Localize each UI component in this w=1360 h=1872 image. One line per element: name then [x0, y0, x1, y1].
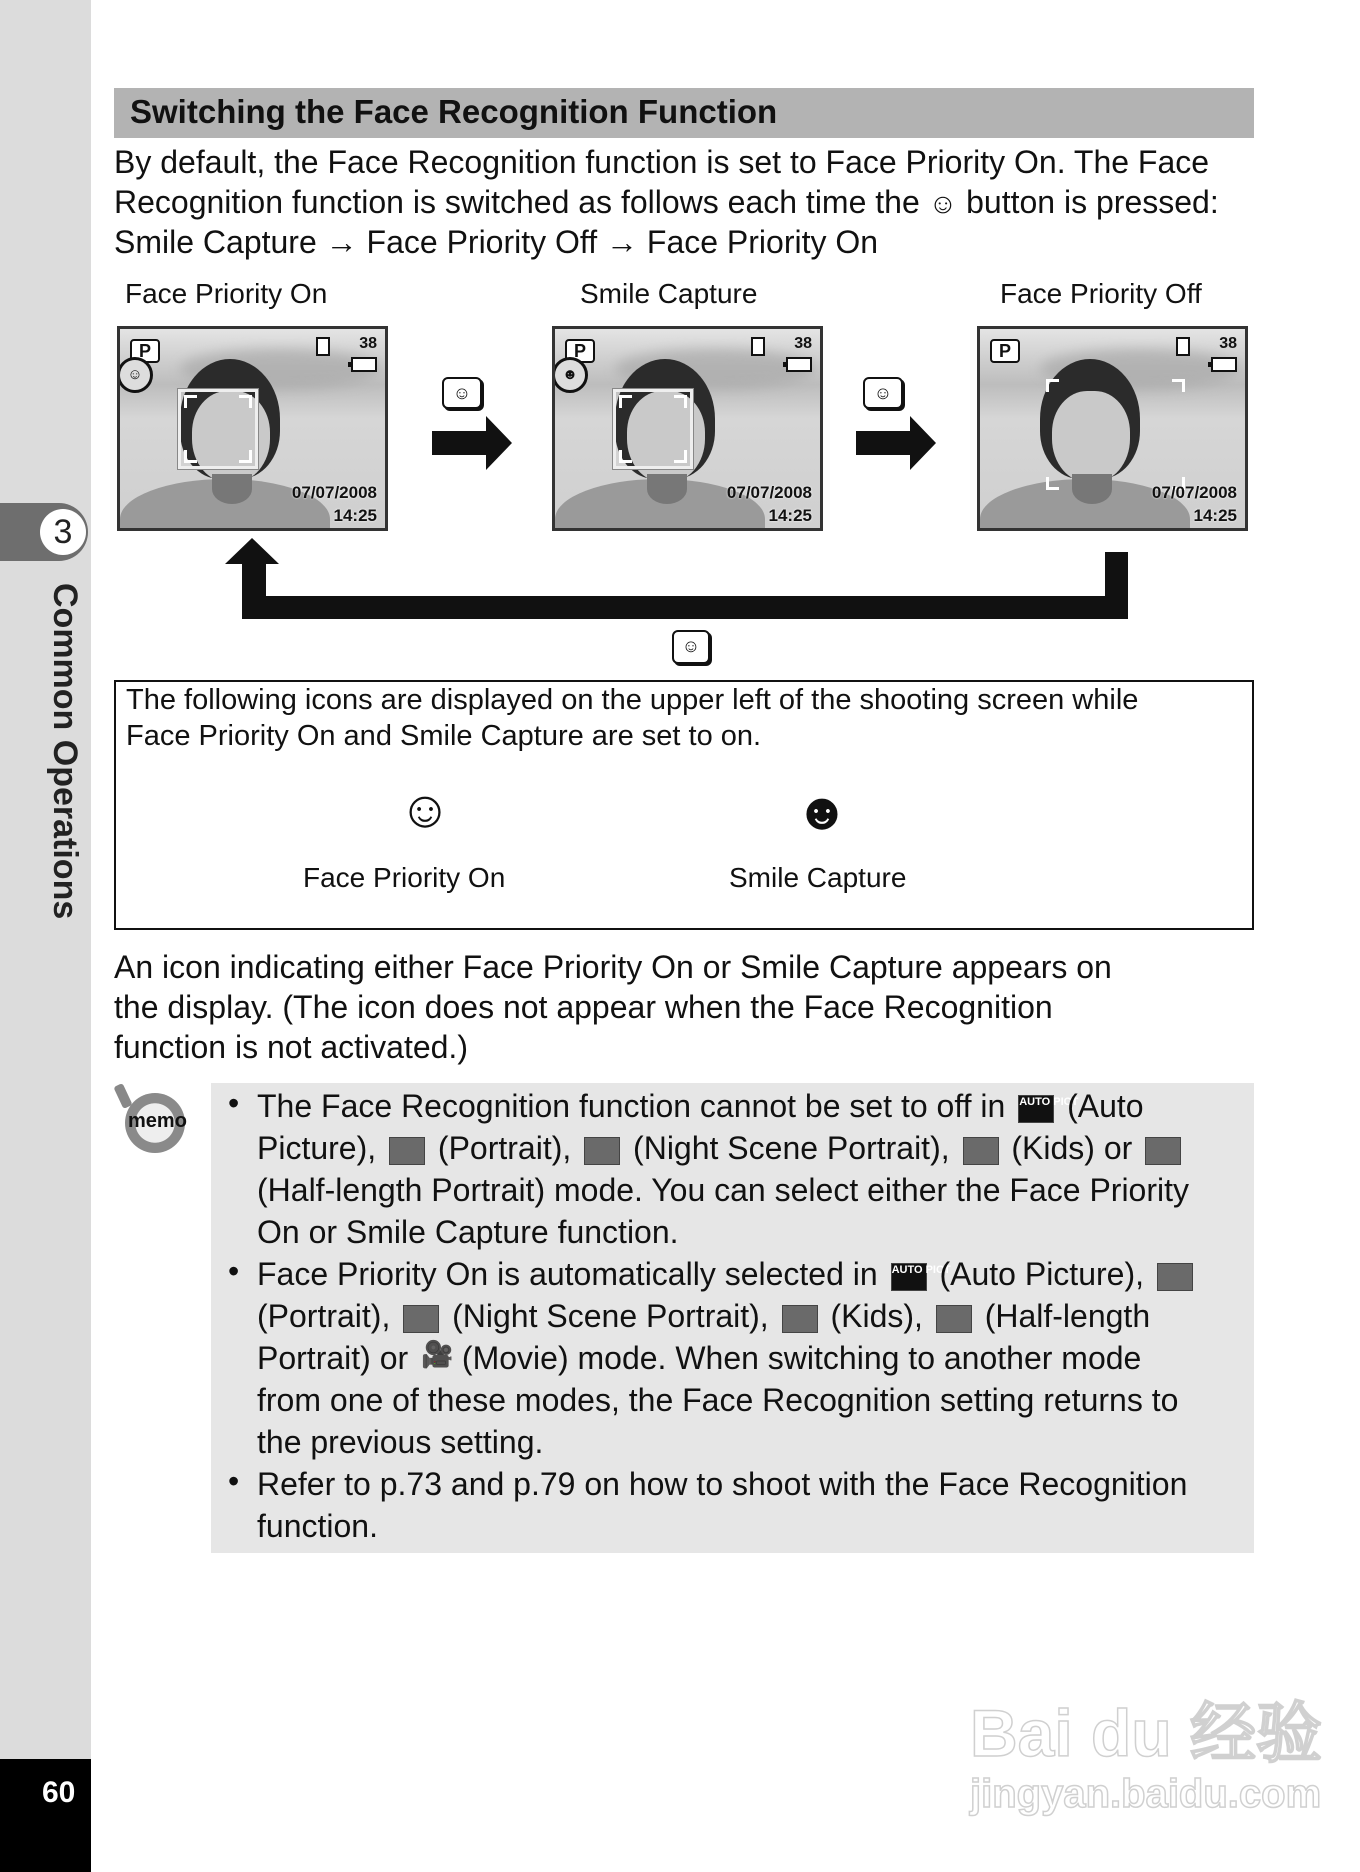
night-scene-portrait-mode-icon: [403, 1305, 439, 1333]
memo-text: Portrait) or: [257, 1340, 409, 1376]
screen-date: 07/07/2008: [1151, 483, 1237, 502]
screen-label-face-priority-off: Face Priority Off: [1000, 278, 1202, 309]
auto-pict-mode-icon: AUTO PICT: [1018, 1095, 1054, 1123]
section-heading: Switching the Face Recognition Function: [130, 93, 778, 130]
bullet: •: [228, 1253, 240, 1289]
smile-capture-icon: ☻: [794, 783, 850, 841]
arrow-right-shaft: [432, 431, 488, 455]
screen-time: 14:25: [333, 506, 377, 525]
memo-text: Face Priority On is automatically selected in: [257, 1256, 878, 1292]
memo-text: (Portrait),: [437, 1130, 572, 1166]
memo-text: (Auto Picture),: [939, 1256, 1144, 1292]
pushpin-icon: [113, 1083, 132, 1109]
memo-line-7: [257, 1337, 1141, 1379]
camera-screen-face-priority-off: [977, 326, 1248, 531]
remaining-shots: 38: [1219, 335, 1237, 352]
memo-line-5: [257, 1253, 1197, 1295]
intro-line-2-tail: button is pressed:: [966, 184, 1219, 220]
remaining-shots: 38: [359, 335, 377, 352]
screen-label-face-priority-on: Face Priority On: [125, 278, 328, 309]
camera-screen-face-priority-on: [117, 326, 388, 531]
face-priority-icon: ☺: [117, 357, 153, 393]
paragraph2-line-3: function is not activated.): [114, 1029, 468, 1065]
memo-line-8: from one of these modes, the Face Recognition setting returns to: [257, 1382, 1179, 1418]
night-scene-portrait-mode-icon: [584, 1137, 620, 1165]
half-length-portrait-mode-icon: [1145, 1137, 1181, 1165]
paragraph2-line-2: the display. (The icon does not appear when the Face Recognition: [114, 989, 1053, 1025]
arrow-right-shaft: [856, 431, 912, 455]
icon-label-smile-capture: Smile Capture: [729, 862, 907, 893]
intro-line-2-text: Recognition function is switched as follows each time the: [114, 184, 920, 220]
auto-pict-mode-icon: AUTO PICT: [891, 1263, 927, 1291]
memo-icon-label: memo: [128, 1110, 187, 1132]
kids-mode-icon: [782, 1305, 818, 1333]
smile-capture-icon: ☻: [552, 357, 588, 393]
screen-time: 14:25: [768, 506, 812, 525]
memo-text: (Portrait),: [257, 1298, 391, 1334]
intro-line-1: By default, the Face Recognition function is set to Face Priority On. The Face: [114, 144, 1210, 180]
memo-text: (Kids) or: [1011, 1130, 1133, 1166]
memo-text: (Movie) mode. When switching to another mode: [461, 1340, 1142, 1376]
program-mode-badge: P: [130, 339, 160, 363]
program-mode-badge: P: [990, 339, 1020, 363]
page-number: 60: [42, 1776, 76, 1809]
paragraph2-line-1: An icon indicating either Face Priority On or Smile Capture appears on: [114, 949, 1112, 985]
face-detection-frame: [178, 389, 258, 469]
arrow-up-icon: [225, 538, 279, 564]
memo-text: The Face Recognition function cannot be set to off in: [257, 1088, 1006, 1124]
program-mode-badge: P: [565, 339, 595, 363]
memo-text: (Night Scene Portrait),: [633, 1130, 950, 1166]
icon-label-face-priority-on: Face Priority On: [303, 862, 506, 893]
face-recognition-button-icon: ☺: [863, 377, 903, 409]
return-arrow-bar: [242, 596, 1128, 619]
memo-line-2: [257, 1127, 1185, 1169]
battery-icon: [351, 357, 377, 372]
face-detection-frame: [613, 389, 693, 469]
kids-mode-icon: [963, 1137, 999, 1165]
screen-date: 07/07/2008: [291, 483, 377, 502]
memo-line-4: On or Smile Capture function.: [257, 1214, 679, 1250]
chapter-title: Common Operations: [46, 583, 84, 920]
screen-date: 07/07/2008: [726, 483, 812, 502]
chapter-sidebar: [0, 0, 91, 1872]
arrow-right-icon: [910, 416, 936, 470]
baidu-watermark-brand: Bai du 经验: [970, 1696, 1323, 1770]
battery-icon: [786, 357, 812, 372]
face-recognition-button-icon: ☺: [928, 188, 958, 219]
memo-line-6: [257, 1295, 1150, 1337]
memo-line-3: (Half-length Portrait) mode. You can select either the Face Priority: [257, 1172, 1189, 1208]
sd-card-icon: [316, 337, 330, 356]
portrait-mode-icon: [389, 1137, 425, 1165]
face-recognition-button-icon: ☺: [672, 630, 710, 664]
bullet: •: [228, 1085, 240, 1121]
sd-card-icon: [751, 337, 765, 356]
info-line-1: The following icons are displayed on the upper left of the shooting screen while: [126, 684, 1139, 716]
half-length-portrait-mode-icon: [936, 1305, 972, 1333]
arrow-right-icon: [486, 416, 512, 470]
memo-text: Picture),: [257, 1130, 377, 1166]
sd-card-icon: [1176, 337, 1190, 356]
camera-screen-smile-capture: [552, 326, 823, 531]
chapter-number: 3: [40, 509, 86, 555]
memo-line-9: the previous setting.: [257, 1424, 544, 1460]
bullet: •: [228, 1463, 240, 1499]
memo-text: (Half-length: [984, 1298, 1151, 1334]
movie-mode-icon: 🎥: [421, 1338, 454, 1369]
memo-text: (Night Scene Portrait),: [452, 1298, 769, 1334]
screen-time: 14:25: [1193, 506, 1237, 525]
intro-line-3: Smile Capture → Face Priority Off → Face Priority On: [114, 224, 879, 260]
memo-text: (Auto: [1067, 1088, 1144, 1124]
baidu-watermark-url: jingyan.baidu.com: [970, 1772, 1322, 1816]
face-priority-icon: ☺: [398, 781, 452, 839]
memo-line-1: [257, 1085, 1144, 1127]
screen-label-smile-capture: Smile Capture: [580, 278, 758, 309]
memo-line-10: Refer to p.73 and p.79 on how to shoot with the Face Recognition: [257, 1466, 1188, 1502]
memo-line-11: function.: [257, 1508, 378, 1544]
portrait-mode-icon: [1157, 1263, 1193, 1291]
info-line-2: Face Priority On and Smile Capture are set to on.: [126, 720, 762, 752]
memo-text: (Kids),: [830, 1298, 923, 1334]
remaining-shots: 38: [794, 335, 812, 352]
battery-icon: [1211, 357, 1237, 372]
return-arrow-right-stem: [1105, 552, 1128, 619]
intro-line-2: [114, 182, 1219, 224]
face-recognition-button-icon: ☺: [442, 377, 482, 409]
